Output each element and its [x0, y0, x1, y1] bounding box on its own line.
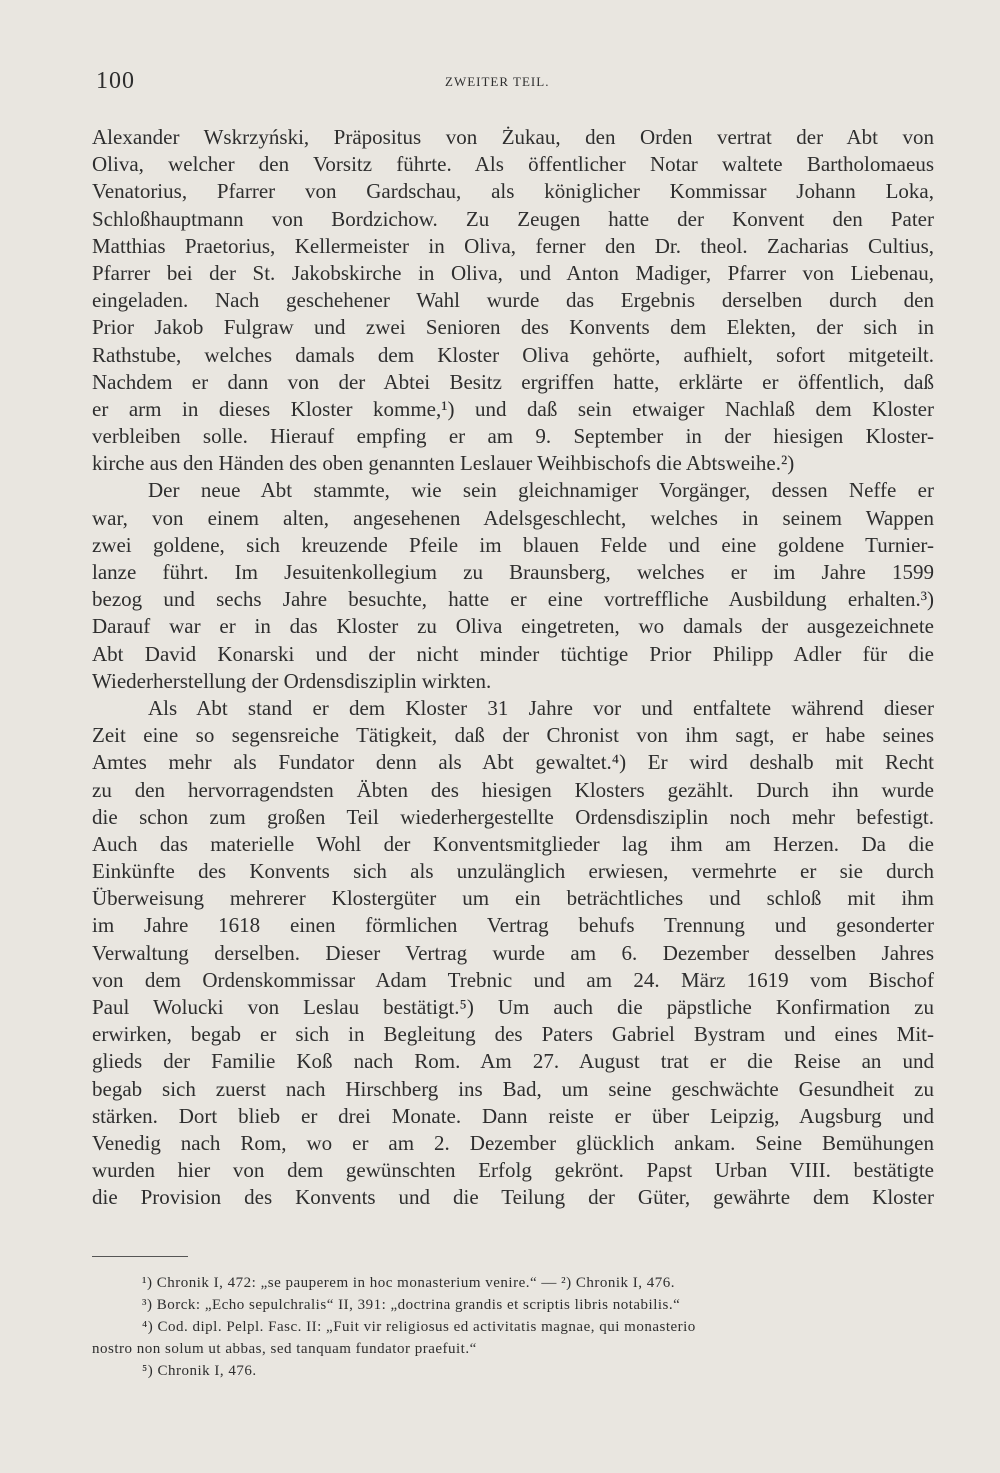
footnote: ⁵) Chronik I, 476. [142, 1363, 257, 1379]
text-line: eingeladen. Nach geschehener Wahl wurde das Ergebnis derselben durch den [92, 288, 934, 313]
footnote: ¹) Chronik I, 472: „se pauperem in hoc monasterium venire.“ — ²) Chronik I, 476. [142, 1275, 676, 1291]
text-line: Als Abt stand er dem Kloster 31 Jahre vor und entfaltete während dieser [148, 695, 934, 720]
text-line: Pfarrer bei der St. Jakobskirche in Oliva, und Anton Madiger, Pfarrer von Liebenau, [92, 260, 934, 285]
text-line: Venedig nach Rom, wo er am 2. Dezember glücklich ankam. Seine Bemühungen [92, 1130, 934, 1155]
text-line: begab sich zuerst nach Hirschberg ins Bad, um seine geschwächte Gesundheit zu [92, 1076, 934, 1101]
text-line: Auch das materielle Wohl der Konventsmitglieder lag ihm am Herzen. Da die [92, 831, 934, 856]
text-line: Einkünfte des Konvents sich als unzulänglich erwiesen, vermehrte er sie durch [92, 859, 934, 884]
running-head: ZWEITER TEIL. [445, 74, 550, 89]
footnote-divider [92, 1256, 188, 1257]
text-line: glieds der Familie Koß nach Rom. Am 27. August trat er die Reise an und [92, 1049, 934, 1074]
text-line: stärken. Dort blieb er drei Monate. Dann reiste er über Leipzig, Augsburg und [92, 1103, 934, 1128]
text-line: Rathstube, welches damals dem Kloster Oliva gehörte, aufhielt, sofort mitgeteilt. [92, 342, 934, 367]
text-line: die schon zum großen Teil wiederhergestellte Ordensdisziplin noch mehr befestigt. [92, 804, 934, 829]
text-line: erwirken, begab er sich in Begleitung des Paters Gabriel Bystram und eines Mit- [92, 1022, 934, 1047]
text-line: lanze führt. Im Jesuitenkollegium zu Braunsberg, welches er im Jahre 1599 [92, 560, 934, 584]
text-line: bezog und sechs Jahre besuchte, hatte er eine vortreffliche Ausbildung erhalten.³) [92, 587, 934, 612]
text-line: kirche aus den Händen des oben genannten Leslauer Weihbischofs die Abtsweihe.²) [92, 451, 795, 476]
text-line: Überweisung mehrerer Klostergüter um ein beträchtliches und schloß mit ihm [92, 886, 934, 911]
text-line: er arm in dieses Kloster komme,¹) und daß sein etwaiger Nachlaß dem Kloster [92, 396, 934, 421]
footnote-continuation: nostro non solum ut abbas, sed tanquam fundator praefuit.“ [92, 1341, 477, 1357]
body-text [92, 124, 934, 1212]
text-line: Paul Wolucki von Leslau bestätigt.⁵) Um auch die päpstliche Konfirmation zu [92, 995, 934, 1019]
text-line: zwei goldene, sich kreuzende Pfeile im blauen Felde und eine goldene Turnier- [92, 532, 934, 557]
text-line: Nachdem er dann von der Abtei Besitz ergriffen hatte, erklärte er öffentlich, daß [92, 369, 934, 394]
page-number: 100 [96, 68, 135, 94]
text-line: war, von einem alten, angesehenen Adelsgeschlecht, welches in seinem Wappen [92, 505, 934, 530]
text-line: Der neue Abt stammte, wie sein gleichnamiger Vorgänger, dessen Neffe er [148, 478, 934, 503]
text-line: Zeit eine so segensreiche Tätigkeit, daß der Chronist von ihm sagt, er habe seines [92, 723, 934, 748]
footnote: ⁴) Cod. dipl. Pelpl. Fasc. II: „Fuit vir religiosus ed activitatis magnae, qui monasterio [142, 1319, 696, 1335]
text-line: Oliva, welcher den Vorsitz führte. Als öffentlicher Notar waltete Bartholomaeus [92, 152, 934, 177]
text-line: Amtes mehr als Fundator denn als Abt gewaltet.⁴) Er wird deshalb mit Recht [92, 750, 934, 775]
text-line: Venatorius, Pfarrer von Gardschau, als königlicher Kommissar Johann Loka, [92, 179, 934, 204]
text-line: Wiederherstellung der Ordensdisziplin wirkten. [92, 668, 492, 693]
footnotes [92, 1272, 934, 1382]
text-line: Abt David Konarski und der nicht minder tüchtige Prior Philipp Adler für die [92, 641, 934, 666]
text-line: Verwaltung derselben. Dieser Vertrag wurde am 6. Dezember desselben Jahres [92, 940, 934, 965]
text-line: Prior Jakob Fulgraw und zwei Senioren des Konvents dem Elekten, der sich in [92, 315, 934, 340]
text-line: Alexander Wskrzyński, Präpositus von Żukau, den Orden vertrat der Abt von [92, 125, 934, 149]
text-line: im Jahre 1618 einen förmlichen Vertrag behufs Trennung und gesonderter [92, 913, 934, 938]
footnote: ³) Borck: „Echo sepulchralis“ II, 391: „doctrina grandis et scriptis libris notabilis.“ [142, 1297, 681, 1313]
text-line: Darauf war er in das Kloster zu Oliva eingetreten, wo damals der ausgezeichnete [92, 614, 934, 639]
text-line: die Provision des Konvents und die Teilung der Güter, gewährte dem Kloster [92, 1185, 934, 1210]
text-line: Schloßhauptmann von Bordzichow. Zu Zeugen hatte der Konvent den Pater [92, 206, 934, 231]
text-line: verbleiben solle. Hierauf empfing er am 9. September in der hiesigen Kloster- [92, 424, 934, 449]
text-line: wurden hier von dem gewünschten Erfolg gekrönt. Papst Urban VIII. bestätigte [92, 1158, 934, 1183]
text-line: zu den hervorragendsten Äbten des hiesigen Klosters gezählt. Durch ihn wurde [92, 777, 934, 802]
text-line: Matthias Praetorius, Kellermeister in Oliva, ferner den Dr. theol. Zacharias Cultius, [92, 233, 934, 258]
text-line: von dem Ordenskommissar Adam Trebnic und am 24. März 1619 vom Bischof [92, 967, 934, 992]
